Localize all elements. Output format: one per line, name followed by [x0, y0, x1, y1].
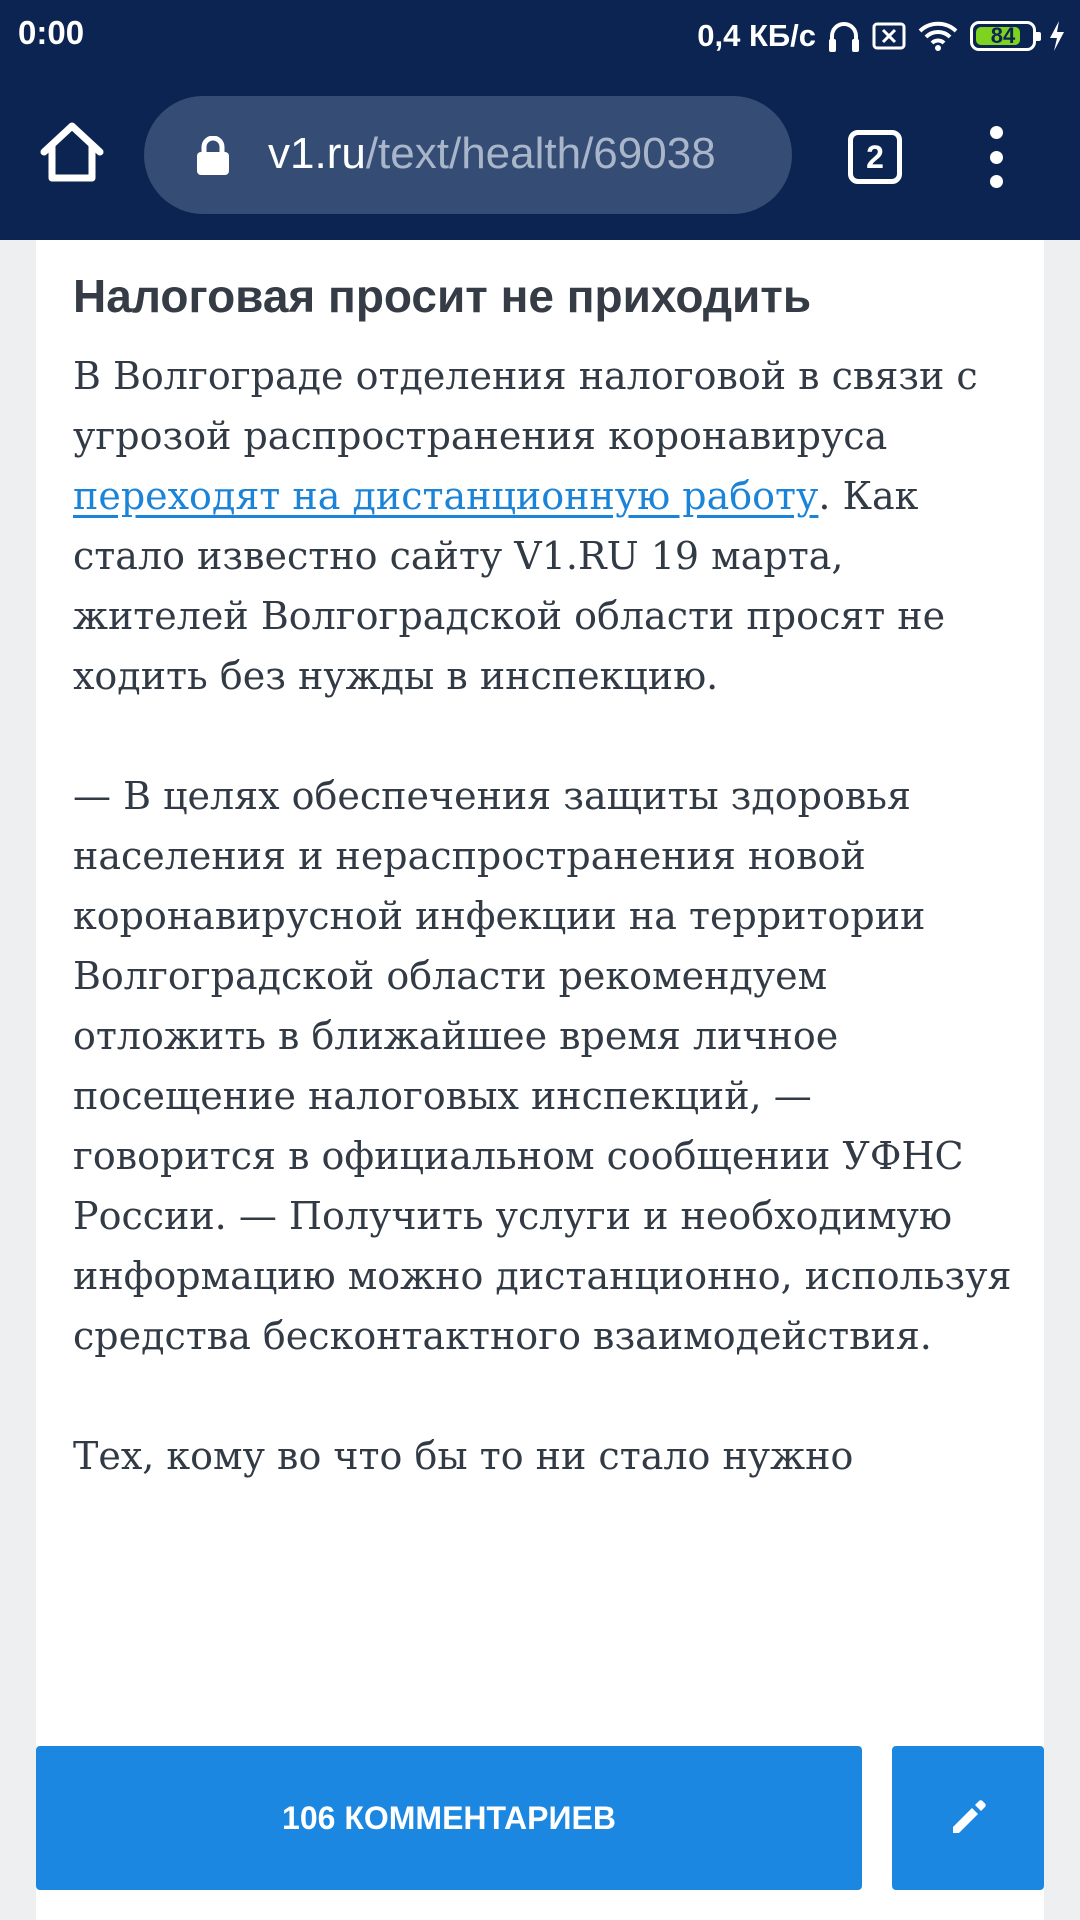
status-bar [0, 0, 1080, 72]
article-paragraph-1 [73, 346, 1013, 706]
article-paragraph-3: Тех, кому во что бы то ни стало нужно [73, 1434, 854, 1478]
comments-button[interactable]: 106 КОММЕНТАРИЕВ [36, 1746, 862, 1890]
sim-off-icon [872, 21, 906, 51]
lock-icon [196, 136, 230, 176]
article-link[interactable]: переходят на дистанционную работу [73, 474, 819, 518]
charging-icon [1048, 20, 1066, 52]
article-body [73, 268, 1013, 1546]
url-domain: v1.ru [268, 129, 366, 178]
pencil-icon [948, 1798, 988, 1838]
address-row [0, 92, 1080, 218]
home-icon[interactable] [36, 116, 108, 188]
url-path: /text/health/69038 [365, 129, 716, 178]
article-heading: Налоговая просит не приходить [73, 270, 812, 322]
url-bar[interactable] [144, 96, 792, 214]
paragraph-text: . Как стало известно сайту V1.RU 19 марта, жителей Волгоградской области просят не ходить без нужды в инспекцию. [73, 474, 946, 698]
status-icons [697, 14, 1066, 58]
battery-percent: 84 [990, 23, 1016, 48]
paragraph-text: В Волгограде отделения налоговой в связи с угрозой распространения коронавируса [73, 354, 978, 458]
headphones-icon [828, 19, 860, 53]
edit-button[interactable] [892, 1746, 1044, 1890]
tab-switcher-button[interactable]: 2 [848, 130, 902, 184]
network-speed: 0,4 КБ/с [697, 18, 816, 53]
article-paragraph-2: — В целях обеспечения защиты здоровья населения и нераспространения новой коронавирусной инфекции на территории Волгоградской области рекомендуем отложить в ближайшее время личное посещение налоговых инспекций, — говорится в официальном сообщении УФНС России. — Получить услуги и необходимую информацию можно дистанционно, используя средства бесконтактного взаимодействия. [73, 774, 1012, 1358]
url-text[interactable] [268, 129, 768, 185]
status-time: 0:00 [18, 14, 85, 51]
browser-chrome [0, 0, 1080, 240]
battery-icon [970, 21, 1036, 51]
more-vert-icon[interactable] [980, 126, 1012, 188]
wifi-icon [918, 20, 958, 52]
